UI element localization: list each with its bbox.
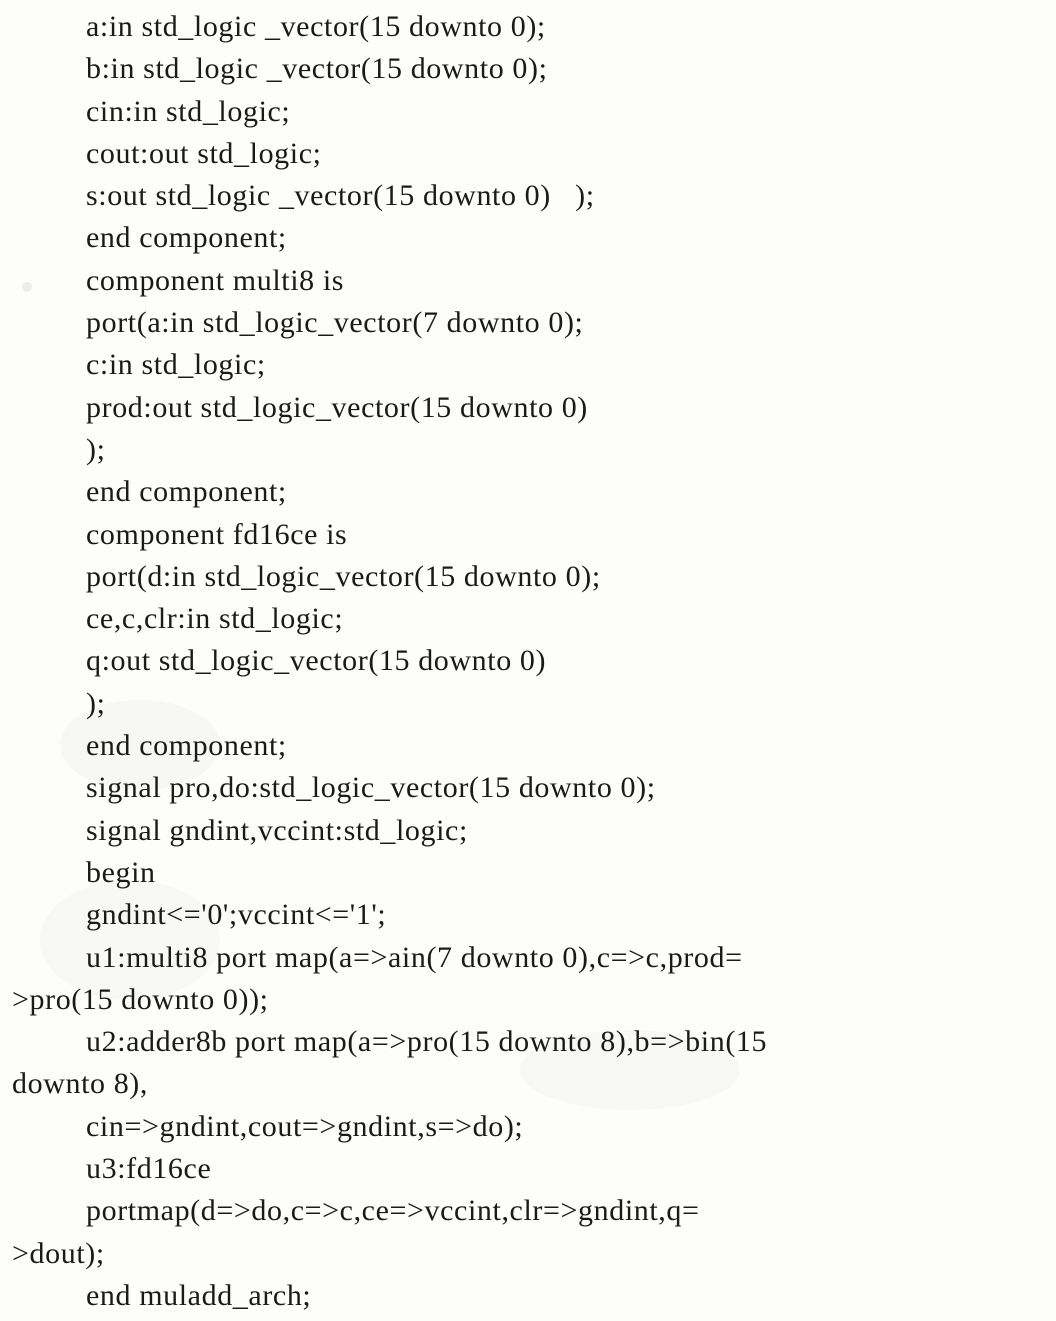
code-line: port(a:in std_logic_vector(7 downto 0); xyxy=(86,306,584,340)
code-line: >pro(15 downto 0)); xyxy=(12,982,269,1016)
code-line: u1:multi8 port map(a=>ain(7 downto 0),c=>c,prod= xyxy=(86,940,743,974)
code-line: end component; xyxy=(86,729,287,763)
code-line: cout:out std_logic; xyxy=(86,136,322,170)
code-line: portmap(d=>do,c=>c,ce=>vccint,clr=>gndint,q= xyxy=(86,1194,700,1228)
code-line: end muladd_arch; xyxy=(86,1278,312,1312)
code-line: component fd16ce is xyxy=(86,517,348,551)
code-line: gndint<='0';vccint<='1'; xyxy=(86,898,387,932)
code-line: port(d:in std_logic_vector(15 downto 0); xyxy=(86,559,601,593)
code-line: >dout); xyxy=(12,1236,105,1270)
code-line: s:out std_logic _vector(15 downto 0) ); xyxy=(86,179,595,213)
code-line: cin:in std_logic; xyxy=(86,94,291,128)
code-line: end component; xyxy=(86,475,287,509)
code-line: ); xyxy=(86,432,106,466)
code-line: signal gndint,vccint:std_logic; xyxy=(86,813,468,847)
code-line: component multi8 is xyxy=(86,263,345,297)
code-line: prod:out std_logic_vector(15 downto 0) xyxy=(86,390,588,424)
code-line: b:in std_logic _vector(15 downto 0); xyxy=(86,52,548,86)
code-line: end component; xyxy=(86,221,287,255)
vhdl-code-block xyxy=(0,6,1056,1317)
code-line: begin xyxy=(86,855,156,889)
code-line: q:out std_logic_vector(15 downto 0) xyxy=(86,644,547,678)
code-line: cin=>gndint,cout=>gndint,s=>do); xyxy=(86,1109,524,1143)
code-line: u2:adder8b port map(a=>pro(15 downto 8),b=>bin(15 xyxy=(86,1025,768,1059)
code-line: downto 8), xyxy=(12,1067,148,1101)
code-line: u3:fd16ce xyxy=(86,1152,212,1186)
code-line: ce,c,clr:in std_logic; xyxy=(86,602,344,636)
code-line: a:in std_logic _vector(15 downto 0); xyxy=(86,10,546,43)
code-line: signal pro,do:std_logic_vector(15 downto 0); xyxy=(86,771,656,805)
code-line: c:in std_logic; xyxy=(86,348,266,382)
code-line: ); xyxy=(86,686,106,720)
